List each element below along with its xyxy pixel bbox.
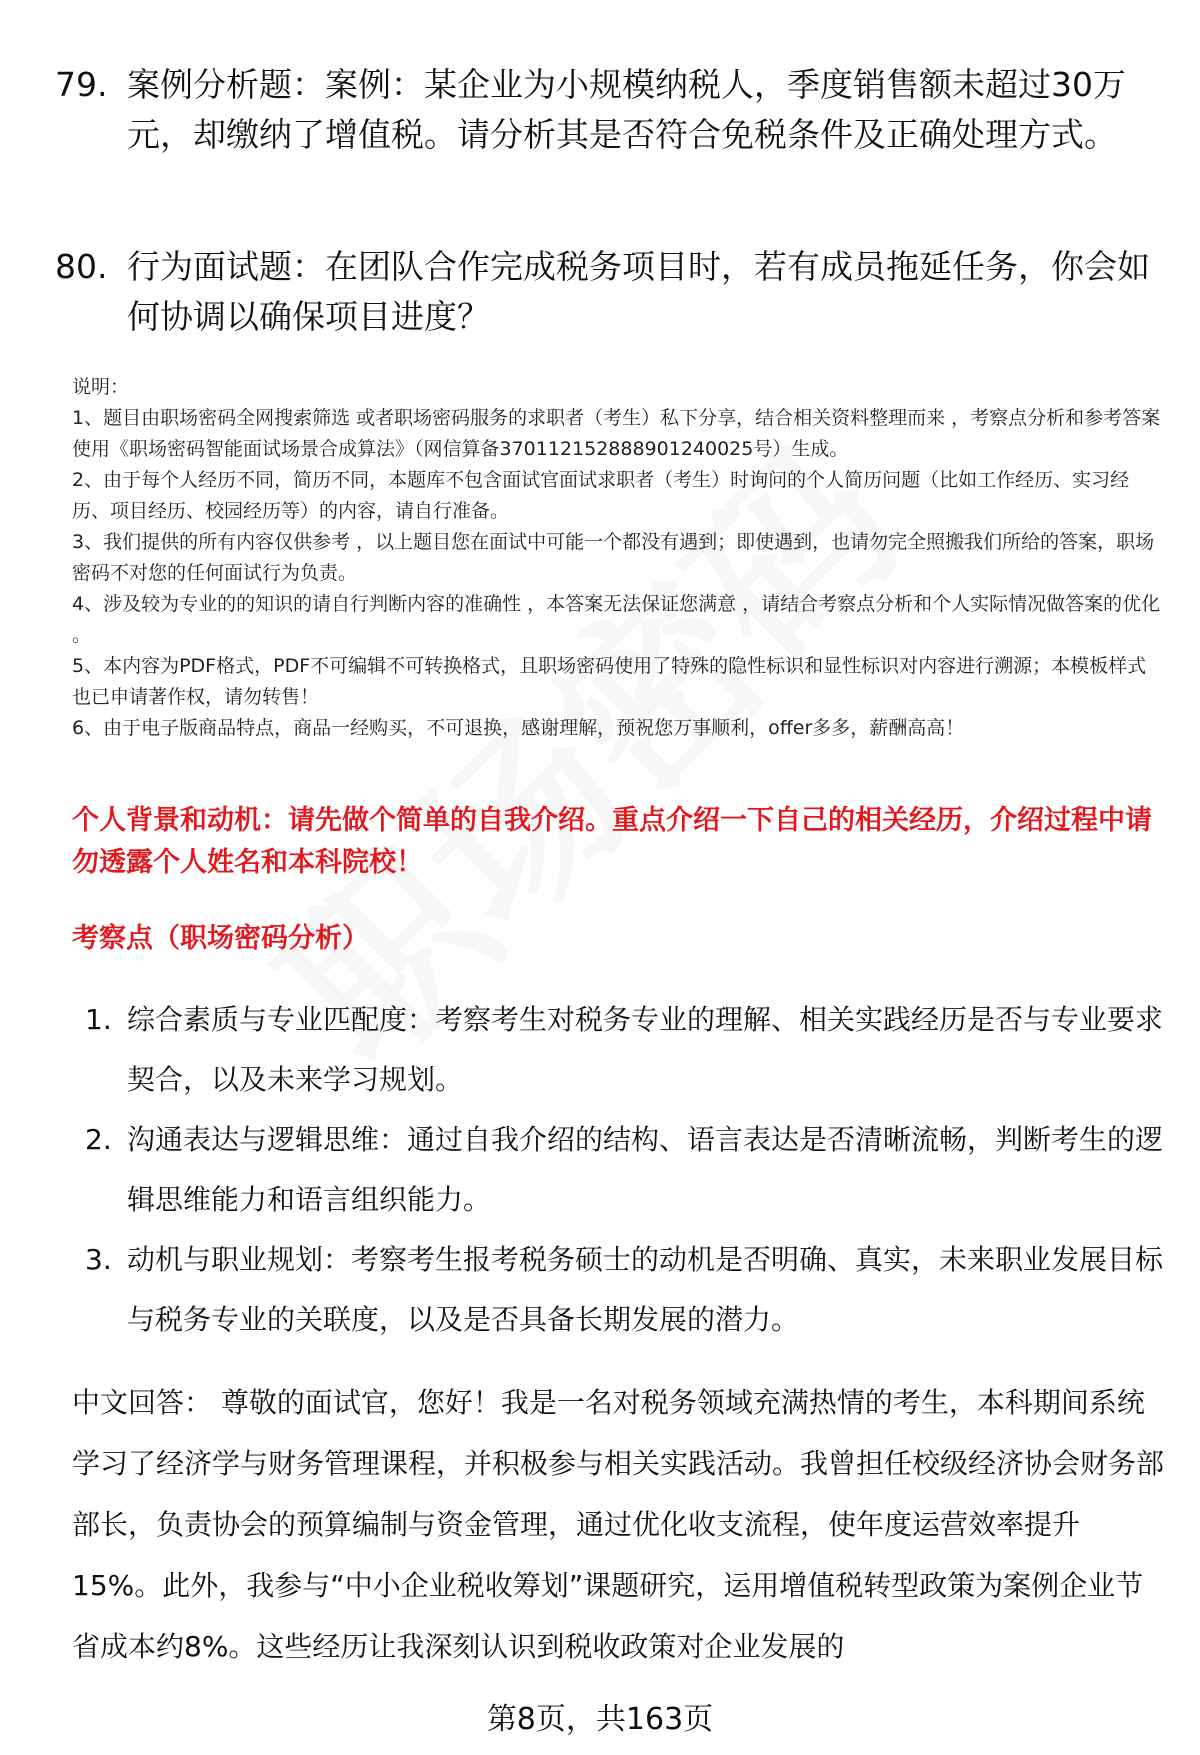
- question-number: 79.: [55, 65, 108, 104]
- answer-text: 中文回答： 尊敬的面试官，您好！我是一名对税务领域充满热情的考生，本科期间系统学习了经济学与财务管理课程，并积极参与相关实践活动。我曾担任校级经济协会财务部部长，负责协会的预算编制与资金管理，通过优化收支流程，使年度运营效率提升15%。此外，我参与“中小企业税收筹划”课题研究，运用增值税转型政策为案例企业节省成本约8%。这些经历让我深刻认识到税收政策对企业发展的: [72, 1386, 1165, 1663]
- question-text: 行为面试题：在团队合作完成税务项目时，若有成员拖延任务，你会如何协调以确保项目进度？: [127, 247, 1150, 336]
- question-number: 80.: [55, 247, 108, 286]
- background-question: 个人背景和动机：请先做个简单的自我介绍。重点介绍一下自己的相关经历，介绍过程中请勿透露个人姓名和本科院校！: [72, 805, 1152, 878]
- note-item: 1、题目由职场密码全网搜索筛选 或者职场密码服务的求职者（考生）私下分享，结合相关资料整理而来 ，考察点分析和参考答案使用《职场密码智能面试场景合成算法》（网信算备370112152888901240025号）生成。: [72, 407, 1161, 460]
- analysis-points: [85, 990, 1165, 1350]
- notes-section: [72, 372, 1162, 744]
- note-item: 6、由于电子版商品特点，商品一经购买，不可退换，感谢理解，预祝您万事顺利，offer多多，薪酬高高！: [72, 717, 965, 739]
- note-item: 2、由于每个人经历不同，简历不同，本题库不包含面试官面试求职者（考生）时询问的个人简历问题（比如工作经历、实习经历、项目经历、校园经历等）的内容，请自行准备。: [72, 469, 1130, 522]
- note-item: 4、涉及较为专业的的知识的请自行判断内容的准确性 ，本答案无法保证您满意 ，请结合考察点分析和个人实际情况做答案的优化 。: [72, 593, 1161, 646]
- point-number: 2.: [85, 1123, 112, 1156]
- point-number: 3.: [85, 1243, 112, 1276]
- note-item: 3、我们提供的所有内容仅供参考 ，以上题目您在面试中可能一个都没有遇到；即使遇到，也请勿完全照搬我们所给的答案，职场密码不对您的任何面试行为负责。: [72, 531, 1155, 584]
- analysis-point: [85, 990, 1165, 1110]
- page-footer: 第8页，共163页: [486, 1702, 714, 1737]
- point-text: 动机与职业规划：考察考生报考税务硕士的动机是否明确、真实，未来职业发展目标与税务专业的关联度，以及是否具备长期发展的潜力。: [127, 1243, 1164, 1336]
- question-80: [55, 242, 1165, 342]
- point-text: 综合素质与专业匹配度：考察考生对税务专业的理解、相关实践经历是否与专业要求契合，以及未来学习规划。: [127, 1003, 1164, 1096]
- point-number: 1.: [85, 1003, 112, 1036]
- notes-title: 说明：: [72, 376, 130, 398]
- point-text: 沟通表达与逻辑思维：通过自我介绍的结构、语言表达是否清晰流畅，判断考生的逻辑思维能力和语言组织能力。: [127, 1123, 1164, 1216]
- analysis-point: [85, 1110, 1165, 1230]
- analysis-title: 考察点（职场密码分析）: [72, 923, 369, 954]
- question-text: 案例分析题：案例：某企业为小规模纳税人，季度销售额未超过30万元，却缴纳了增值税。请分析其是否符合免税条件及正确处理方式。: [127, 65, 1126, 154]
- note-item: 5、本内容为PDF格式，PDF不可编辑不可转换格式，且职场密码使用了特殊的隐性标识和显性标识对内容进行溯源；本模板样式也已申请著作权，请勿转售！: [72, 655, 1147, 708]
- question-79: [55, 60, 1165, 160]
- analysis-point: [85, 1230, 1165, 1350]
